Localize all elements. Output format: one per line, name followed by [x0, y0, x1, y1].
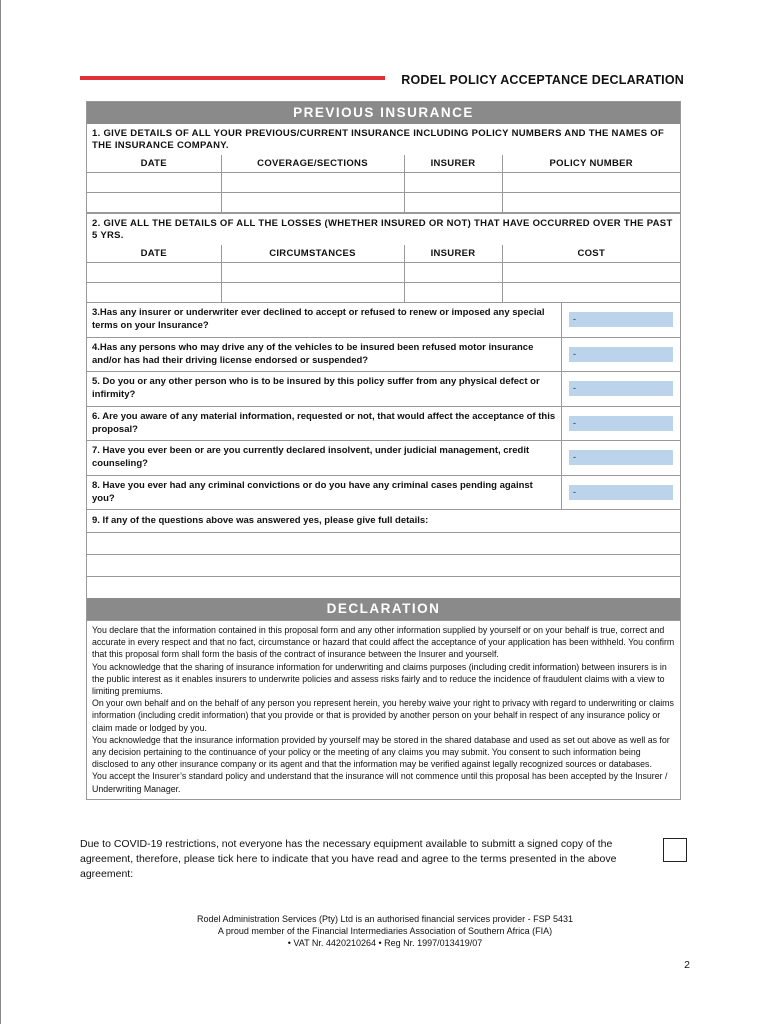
declaration-paragraph: On your own behalf and on the behalf of any person you represent herein, you hereby waive your right to privacy with regard to underwriting or claims information (including credit information) that you provide or that is provided by another person on your behalf in respect of any insurance policy or claim made or lodged by you. [92, 698, 674, 733]
column-header-insurer: INSURER [404, 245, 502, 263]
question-row-6 [87, 406, 680, 441]
losses-table [87, 245, 680, 303]
details-line-2[interactable] [87, 554, 680, 576]
question-7-text: 7. Have you ever been or are you currently declared insolvent, under judicial management, credit counseling? [87, 441, 562, 475]
column-header-date: DATE [87, 155, 221, 173]
table-row [87, 193, 680, 213]
question-3-text: 3.Has any insurer or underwriter ever declined to accept or refused to renew or imposed any special terms on your Insurance? [87, 303, 562, 337]
details-line-1[interactable] [87, 532, 680, 554]
accent-bar [80, 76, 385, 80]
question-row-3 [87, 303, 680, 337]
declaration-paragraph: You accept the Insurer’s standard policy and understand that the insurance will not commence until this proposal has been accepted by the Insurer / Underwriting Manager. [92, 771, 668, 794]
declaration-paragraph: You acknowledge that the insurance information provided by yourself may be stored in the shared database and used as set out above as well as for any decision pertaining to the continuance of your policy or the meeting of any claims you may submit. You consent to such information being disclosed to any other insurance company or its agent and that the information may be verified against legally recognized sources or databases. [92, 734, 670, 770]
circumstances-cell[interactable] [221, 283, 404, 303]
policy-number-cell[interactable] [502, 193, 680, 213]
declaration-heading: DECLARATION [87, 598, 680, 620]
question-row-4 [87, 337, 680, 372]
question-7-answer-dropdown[interactable]: - [569, 450, 673, 465]
agree-checkbox[interactable] [663, 838, 687, 862]
column-header-coverage: COVERAGE/SECTIONS [221, 155, 404, 173]
question-4-text: 4.Has any persons who may drive any of the vehicles to be insured been refused motor insurance and/or has had their driving license endorsed or suspended? [87, 338, 562, 372]
page-edge-line [0, 0, 1, 1024]
policy-form [86, 101, 681, 800]
column-header-insurer: INSURER [404, 155, 502, 173]
previous-insurance-heading: PREVIOUS INSURANCE [87, 102, 680, 124]
page-number: 2 [684, 959, 690, 971]
declaration-paragraph: You declare that the information contained in this proposal form and any other information supplied by yourself or on your behalf is true, correct and accurate in every respect and that no fact, circumstance or hazard that could affect the acceptance of your application has been withheld. You confirm that this proposal form shall form the basis of the contract of insurance between the Insurer and yourself. [92, 625, 675, 660]
table-row [87, 263, 680, 283]
cost-cell[interactable] [502, 263, 680, 283]
question-2: 2. GIVE ALL THE DETAILS OF ALL THE LOSSES (WHETHER INSURED OR NOT) THAT HAVE OCCURRED OVER THE PAST 5 YRS. [87, 213, 680, 245]
declaration-text [87, 620, 680, 799]
circumstances-cell[interactable] [221, 263, 404, 283]
declaration-paragraph: You acknowledge that the sharing of insurance information for underwriting and claims purposes (including credit information) between insurers is in the public interest as it enables insurers to underwrite policies and assess risks fairly and to reduce the incidence of fraudulent claims with a view to limiting premiums. [92, 661, 667, 697]
question-row-8 [87, 475, 680, 510]
footer [0, 913, 770, 949]
question-4-answer-dropdown[interactable]: - [569, 347, 673, 362]
question-8-text: 8. Have you ever had any criminal convictions or do you have any criminal cases pending against you? [87, 476, 562, 510]
insurer-cell[interactable] [404, 283, 502, 303]
coverage-cell[interactable] [221, 173, 404, 193]
insurer-cell[interactable] [404, 173, 502, 193]
covid-note: Due to COVID-19 restrictions, not everyone has the necessary equipment available to submitt a signed copy of the agreement, therefore, please tick here to indicate that you have read and agree to the terms presented in the above agreement: [80, 838, 617, 880]
question-row-7 [87, 440, 680, 475]
footer-line-3: • VAT Nr. 4420210264 • Reg Nr. 1997/013419/07 [287, 938, 483, 948]
insurer-cell[interactable] [404, 263, 502, 283]
column-header-cost: COST [502, 245, 680, 263]
question-3-answer-dropdown[interactable]: - [569, 312, 673, 327]
date-cell[interactable] [87, 193, 221, 213]
date-cell[interactable] [87, 263, 221, 283]
previous-insurance-table [87, 155, 680, 213]
question-6-answer-dropdown[interactable]: - [569, 416, 673, 431]
insurer-cell[interactable] [404, 193, 502, 213]
policy-number-cell[interactable] [502, 173, 680, 193]
cost-cell[interactable] [502, 283, 680, 303]
date-cell[interactable] [87, 283, 221, 303]
details-line-3[interactable] [87, 576, 680, 598]
question-5-answer-dropdown[interactable]: - [569, 381, 673, 396]
table-row [87, 173, 680, 193]
column-header-date: DATE [87, 245, 221, 263]
date-cell[interactable] [87, 173, 221, 193]
question-row-5 [87, 371, 680, 406]
coverage-cell[interactable] [221, 193, 404, 213]
column-header-circumstances: CIRCUMSTANCES [221, 245, 404, 263]
column-header-policy-number: POLICY NUMBER [502, 155, 680, 173]
footer-line-1: Rodel Administration Services (Pty) Ltd is an authorised financial services provider - FSP 5431 [196, 914, 573, 924]
question-9: 9. If any of the questions above was answered yes, please give full details: [87, 509, 680, 532]
table-row [87, 283, 680, 303]
question-6-text: 6. Are you aware of any material information, requested or not, that would affect the acceptance of this proposal? [87, 407, 562, 441]
question-1: 1. GIVE DETAILS OF ALL YOUR PREVIOUS/CURRENT INSURANCE INCLUDING POLICY NUMBERS AND THE NAMES OF THE INSURANCE COMPANY. [92, 128, 665, 151]
question-8-answer-dropdown[interactable]: - [569, 485, 673, 500]
document-title: RODEL POLICY ACCEPTANCE DECLARATION [401, 73, 684, 87]
question-5-text: 5. Do you or any other person who is to be insured by this policy suffer from any physical defect or infirmity? [87, 372, 562, 406]
footer-line-2: A proud member of the Financial Intermediaries Association of Southern Africa (FIA) [217, 926, 553, 936]
